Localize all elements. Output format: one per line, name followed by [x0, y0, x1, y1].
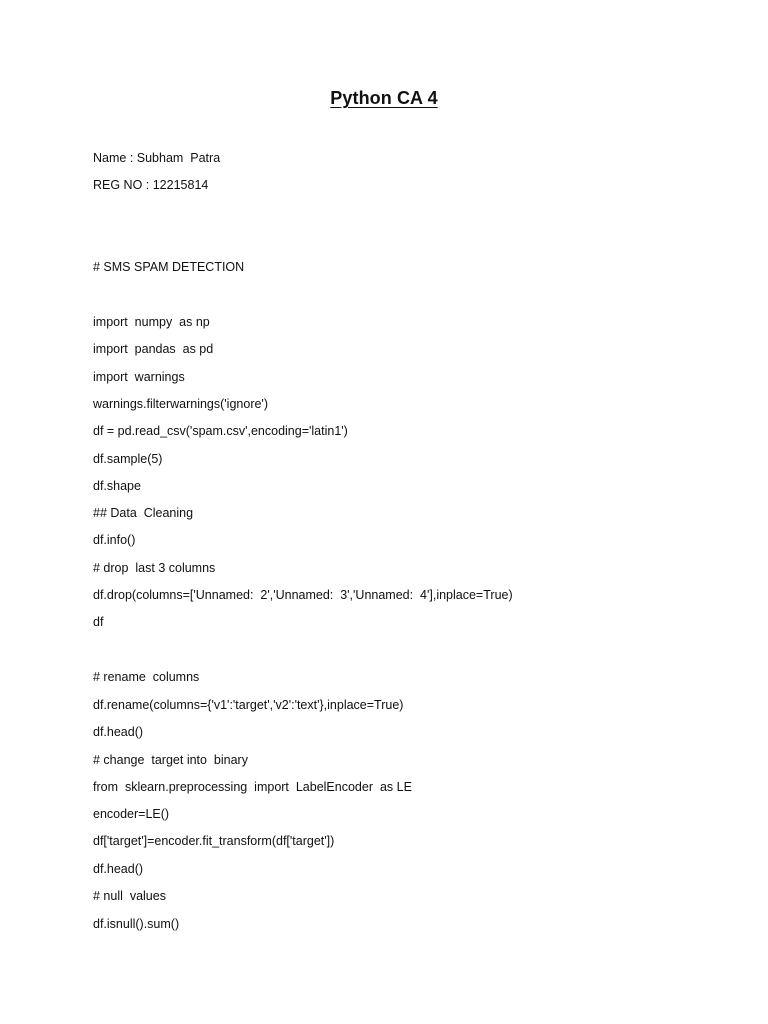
- code-line: # SMS SPAM DETECTION: [93, 260, 245, 274]
- code-line: # change target into binary: [93, 753, 248, 767]
- code-line: ## Data Cleaning: [93, 506, 194, 520]
- code-line: df: [93, 615, 104, 629]
- code-line: import warnings: [93, 370, 185, 384]
- code-line: df.drop(columns=['Unnamed: 2','Unnamed: 3','Unnamed: 4'],inplace=True): [93, 588, 513, 602]
- code-line: df.info(): [93, 533, 136, 547]
- code-line: # drop last 3 columns: [93, 561, 216, 575]
- code-line: df.rename(columns={'v1':'target','v2':'text'},inplace=True): [93, 698, 404, 712]
- code-line: warnings.filterwarnings('ignore'): [93, 397, 268, 411]
- code-line: import numpy as np: [93, 315, 210, 329]
- page-title: Python CA 4: [330, 88, 438, 108]
- code-line: df = pd.read_csv('spam.csv',encoding='latin1'): [93, 424, 348, 438]
- code-line: # rename columns: [93, 670, 200, 684]
- code-line: import pandas as pd: [93, 342, 214, 356]
- code-line: df.head(): [93, 725, 144, 739]
- code-line: encoder=LE(): [93, 807, 170, 821]
- reg-number-line: REG NO : 12215814: [93, 178, 209, 192]
- code-line: df.shape: [93, 479, 141, 493]
- code-line: df.head(): [93, 862, 144, 876]
- code-line: df.sample(5): [93, 452, 163, 466]
- name-line: Name : Subham Patra: [93, 151, 221, 165]
- code-line: df['target']=encoder.fit_transform(df['target']): [93, 834, 335, 848]
- code-line: from sklearn.preprocessing import LabelEncoder as LE: [93, 780, 412, 794]
- code-line: # null values: [93, 889, 166, 903]
- code-line: df.isnull().sum(): [93, 917, 180, 931]
